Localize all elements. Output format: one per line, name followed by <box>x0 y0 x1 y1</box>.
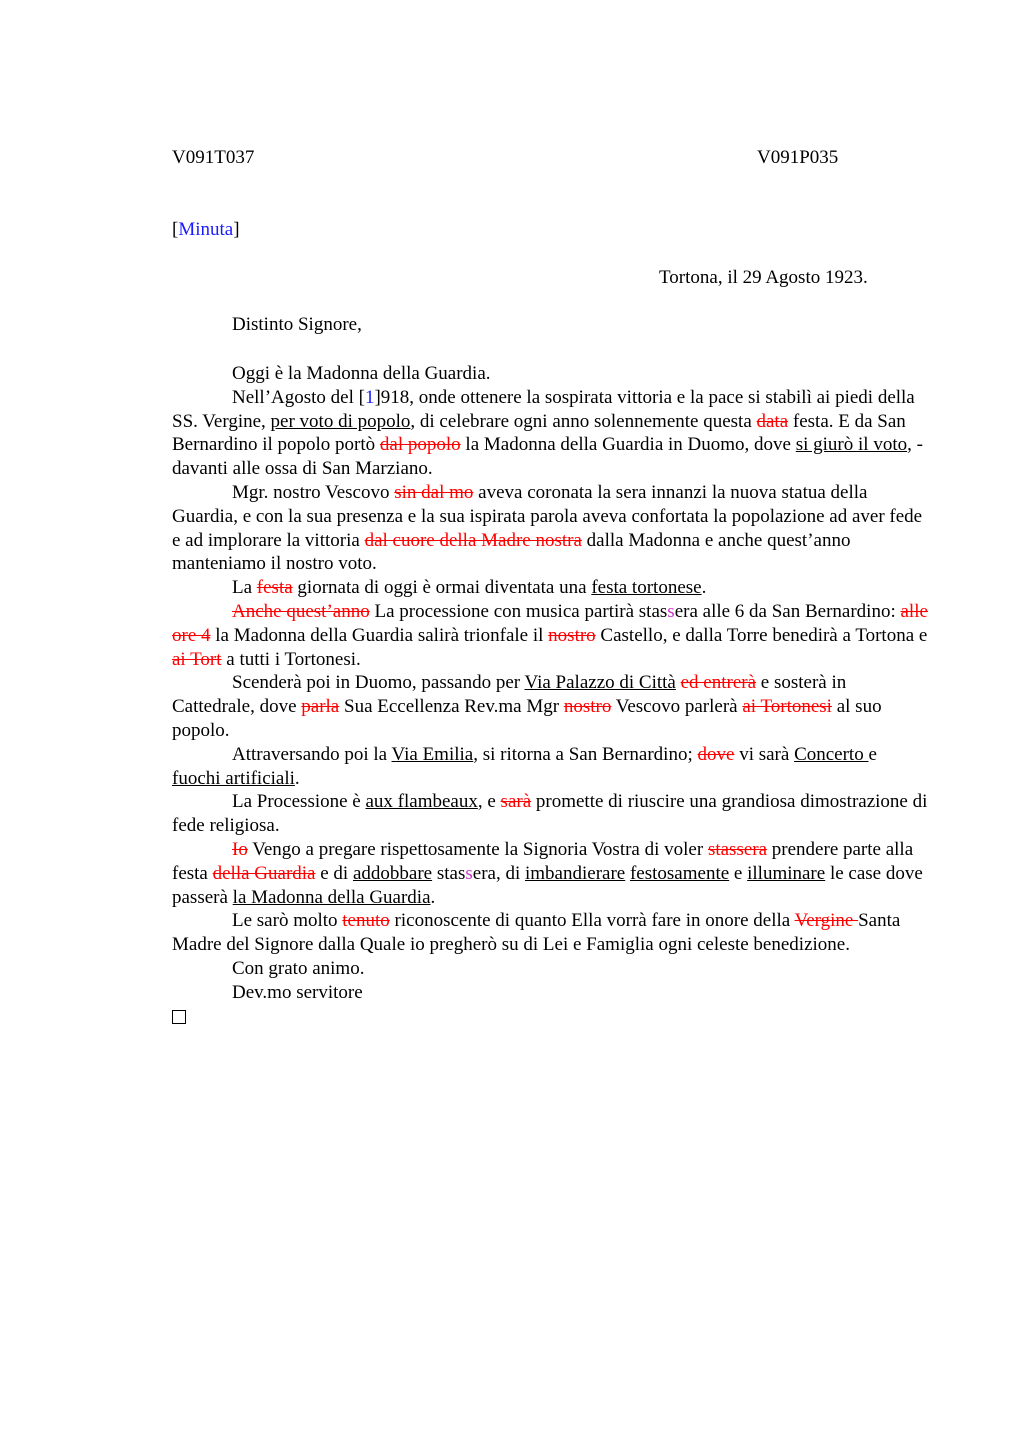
date-line: Tortona, il 29 Agosto 1923. <box>659 267 868 288</box>
paragraph <box>172 386 930 481</box>
text-run: Vengo a pregare rispettosamente la Signoria Vostra di voler <box>247 838 708 860</box>
text-run: aveva coronata la sera innanzi la nuova statua della Guardia, e con la sua presenza e la sua ispirata parola aveva confortata la popolazione ad aver fede e ad implorare la vittoria <box>172 481 923 551</box>
text-run: riconoscente di quanto Ella vorrà fare in onore della <box>389 910 795 932</box>
text-run: festa. E da San Bernardino il popolo portò <box>172 410 906 456</box>
text-run: stas <box>432 862 466 884</box>
paragraph <box>172 481 930 576</box>
deleted-text: dove <box>697 743 735 765</box>
text-run: la Madonna della Guardia in Duomo, dove <box>460 434 796 456</box>
inserted-letter: s <box>667 600 675 622</box>
deleted-text: Io <box>232 838 248 860</box>
text-run: a tutti i Tortonesi. <box>221 648 361 670</box>
deleted-text: nostro <box>548 624 596 646</box>
text-run: e di <box>315 862 353 884</box>
underlined-text: Concerto <box>794 743 869 765</box>
text-run: prendere parte alla festa <box>172 838 914 884</box>
deleted-text: nostro <box>563 696 612 718</box>
deleted-text: dal cuore della Madre nostra <box>364 529 582 551</box>
deleted-text: parla <box>301 696 340 718</box>
paragraph <box>172 600 930 671</box>
underlined-text: per voto di popolo <box>270 410 411 432</box>
text-run: La <box>232 577 257 599</box>
deleted-text: ai Tortonesi <box>742 696 832 718</box>
text-run: giornata di oggi è ormai diventata una <box>292 577 592 599</box>
text-run: Oggi è la Madonna della Guardia. <box>232 363 491 384</box>
deleted-text: dal popolo <box>379 434 461 456</box>
underlined-text: Via Palazzo di Città <box>524 672 676 694</box>
text-run: vi sarà <box>734 743 795 765</box>
paragraph <box>172 838 930 909</box>
paragraph <box>172 362 930 386</box>
text-run: Mgr. nostro Vescovo <box>232 481 395 503</box>
text-run: Dev.mo servitore <box>232 981 363 1003</box>
deleted-text: tenuto <box>342 910 390 932</box>
text-run: Attraversando poi la <box>232 743 392 765</box>
text-run: La Processione è <box>232 791 366 813</box>
paragraph <box>172 743 930 791</box>
left-code: V091T037 <box>172 147 255 168</box>
text-run: Castello, e dalla Torre benedirà a Tortona e <box>595 624 928 646</box>
paragraph <box>172 909 930 957</box>
text-run: , si ritorna a San Bernardino; <box>473 743 698 765</box>
text-run: Con grato animo. <box>232 957 365 979</box>
text-run: . <box>430 886 436 908</box>
text-run: Vescovo parlerà <box>611 696 743 718</box>
text-run: La processione con musica partirà stas <box>369 600 668 622</box>
text-run: Sua Eccellenza Rev.ma Mgr <box>339 696 564 718</box>
empty-box-icon <box>172 1010 186 1024</box>
deleted-text: festa <box>256 577 293 599</box>
text-run: , di celebrare ogni anno solennemente questa <box>410 410 757 432</box>
text-run: , e <box>477 791 501 813</box>
deleted-text: stassera <box>707 838 768 860</box>
text-run: era, di <box>472 862 525 884</box>
text-run: Nell’Agosto del [ <box>232 386 365 408</box>
underlined-text: festa tortonese <box>591 577 702 599</box>
text-run: promette di riuscire una grandiosa dimostrazione di fede religiosa. <box>172 791 928 837</box>
paragraph <box>172 957 930 981</box>
text-run: e <box>868 743 877 765</box>
paragraph <box>172 576 930 600</box>
text-run: Santa Madre del Signore dalla Quale io pregherò su di Lei e Famiglia ogni celeste benedizione. <box>172 910 901 956</box>
salutation: Distinto Signore, <box>232 314 362 335</box>
underlined-text: Via Emilia <box>391 743 474 765</box>
deleted-text: Anche quest’anno <box>232 600 370 622</box>
underlined-text: festosamente <box>629 862 730 884</box>
paragraph <box>172 790 930 838</box>
minuta-label: [Minuta] <box>172 219 240 240</box>
underlined-text: imbandierare <box>525 862 626 884</box>
deleted-text: della Guardia <box>212 862 316 884</box>
text-run: e sosterà in Cattedrale, dove <box>172 672 847 718</box>
right-code: V091P035 <box>757 147 839 168</box>
text-run: le case dove passerà <box>172 862 923 908</box>
paragraph <box>172 671 930 742</box>
underlined-text: illuminare <box>747 862 826 884</box>
underlined-text: fuochi artificiali <box>172 767 295 789</box>
underlined-text: la Madonna della Guardia <box>232 886 431 908</box>
text-run: Le sarò molto <box>232 910 343 932</box>
text-run: dalla Madonna e anche quest’anno manteniamo il nostro voto. <box>172 529 851 575</box>
end-marker <box>172 1005 930 1031</box>
text-run: , - davanti alle ossa di San Marziano. <box>172 434 923 480</box>
text-run: . <box>701 577 707 599</box>
underlined-text: addobbare <box>352 862 433 884</box>
deleted-text: ai Tort <box>172 648 222 670</box>
underlined-text: aux flambeaux <box>365 791 478 813</box>
inserted-letter: s <box>465 862 473 884</box>
text-run: Scenderà poi in Duomo, passando per <box>232 672 525 694</box>
deleted-text: sarà <box>500 791 532 813</box>
inserted-text: 1 <box>364 386 375 408</box>
deleted-text: data <box>756 410 789 432</box>
text-run: ]918, onde ottenere la sospirata vittoria e la pace si stabilì ai piedi della SS. Vergine, <box>172 386 915 432</box>
underlined-text: si giurò il voto <box>795 434 908 456</box>
text-run: la Madonna della Guardia salirà trionfale il <box>210 624 549 646</box>
letter-body <box>172 362 930 1030</box>
text-run: e <box>729 862 748 884</box>
deleted-text: ed entrerà <box>680 672 757 694</box>
text-run: era alle 6 da San Bernardino: <box>674 600 901 622</box>
paragraph <box>172 981 930 1005</box>
text-run: al suo popolo. <box>172 696 882 741</box>
deleted-text: alle ore 4 <box>172 600 928 646</box>
text-run: . <box>294 767 300 789</box>
deleted-text: Vergine <box>794 910 859 932</box>
deleted-text: sin dal mo <box>394 481 474 503</box>
